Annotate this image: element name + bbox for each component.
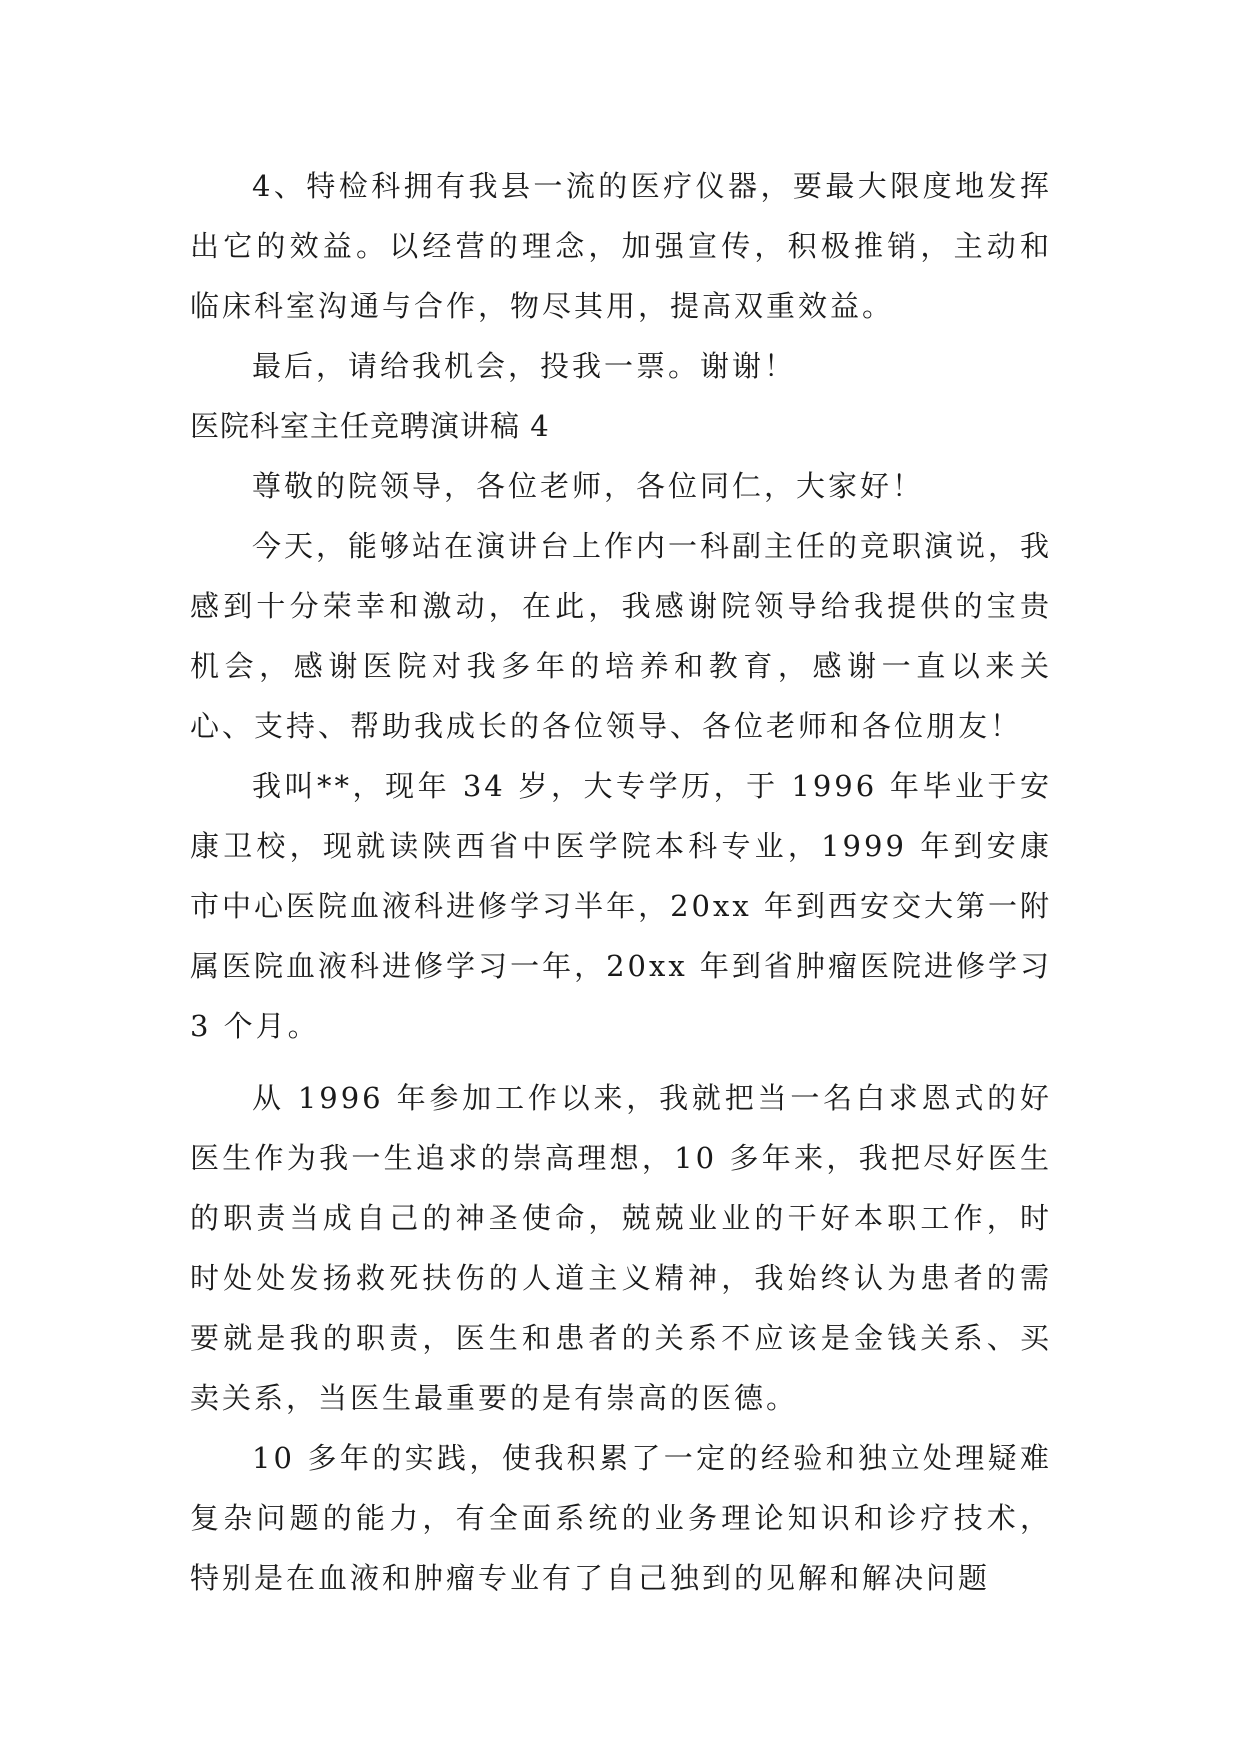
paragraph-closing: 最后，请给我机会，投我一票。谢谢！ <box>252 349 797 383</box>
paragraph-greeting: 尊敬的院领导，各位老师，各位同仁，大家好！ <box>252 469 925 503</box>
paragraph-career: 从 1996 年参加工作以来，我就把当一名白求恩式的好医生作为我一生追求的崇高理想，10 多年来，我把尽好医生的职责当成自己的神圣使命，兢兢业业的干好本职工作，时时处处发扬救死扶伤的人道主义精神，我始终认为患者的需要就是我的职责，医生和患者的关系不应该是金钱关系、买卖关系，当医生最重要的是有崇高的医德。 <box>190 1081 1052 1415</box>
section-heading: 医院科室主任竞聘演讲稿 4 <box>190 409 550 443</box>
document-body <box>190 156 1052 1608</box>
paragraph-opening: 今天，能够站在演讲台上作内一科副主任的竞职演说，我感到十分荣幸和激动，在此，我感谢院领导给我提供的宝贵机会，感谢医院对我多年的培养和教育，感谢一直以来关心、支持、帮助我成长的各位领导、各位老师和各位朋友！ <box>190 529 1053 743</box>
paragraph-experience: 10 多年的实践，使我积累了一定的经验和独立处理疑难复杂问题的能力，有全面系统的业务理论知识和诊疗技术，特别是在血液和肿瘤专业有了自己独到的见解和解决问题 <box>190 1441 1052 1595</box>
paragraph-introduction: 我叫**，现年 34 岁，大专学历，于 1996 年毕业于安康卫校，现就读陕西省中医学院本科专业，1999 年到安康市中心医院血液科进修学习半年，20xx 年到西安交大第一附属医院血液科进修学习一年，20xx 年到省肿瘤医院进修学习 3 个月。 <box>190 769 1052 1043</box>
paragraph-item-4: 4、特检科拥有我县一流的医疗仪器，要最大限度地发挥出它的效益。以经营的理念，加强宣传，积极推销，主动和临床科室沟通与合作，物尽其用，提高双重效益。 <box>190 169 1052 323</box>
